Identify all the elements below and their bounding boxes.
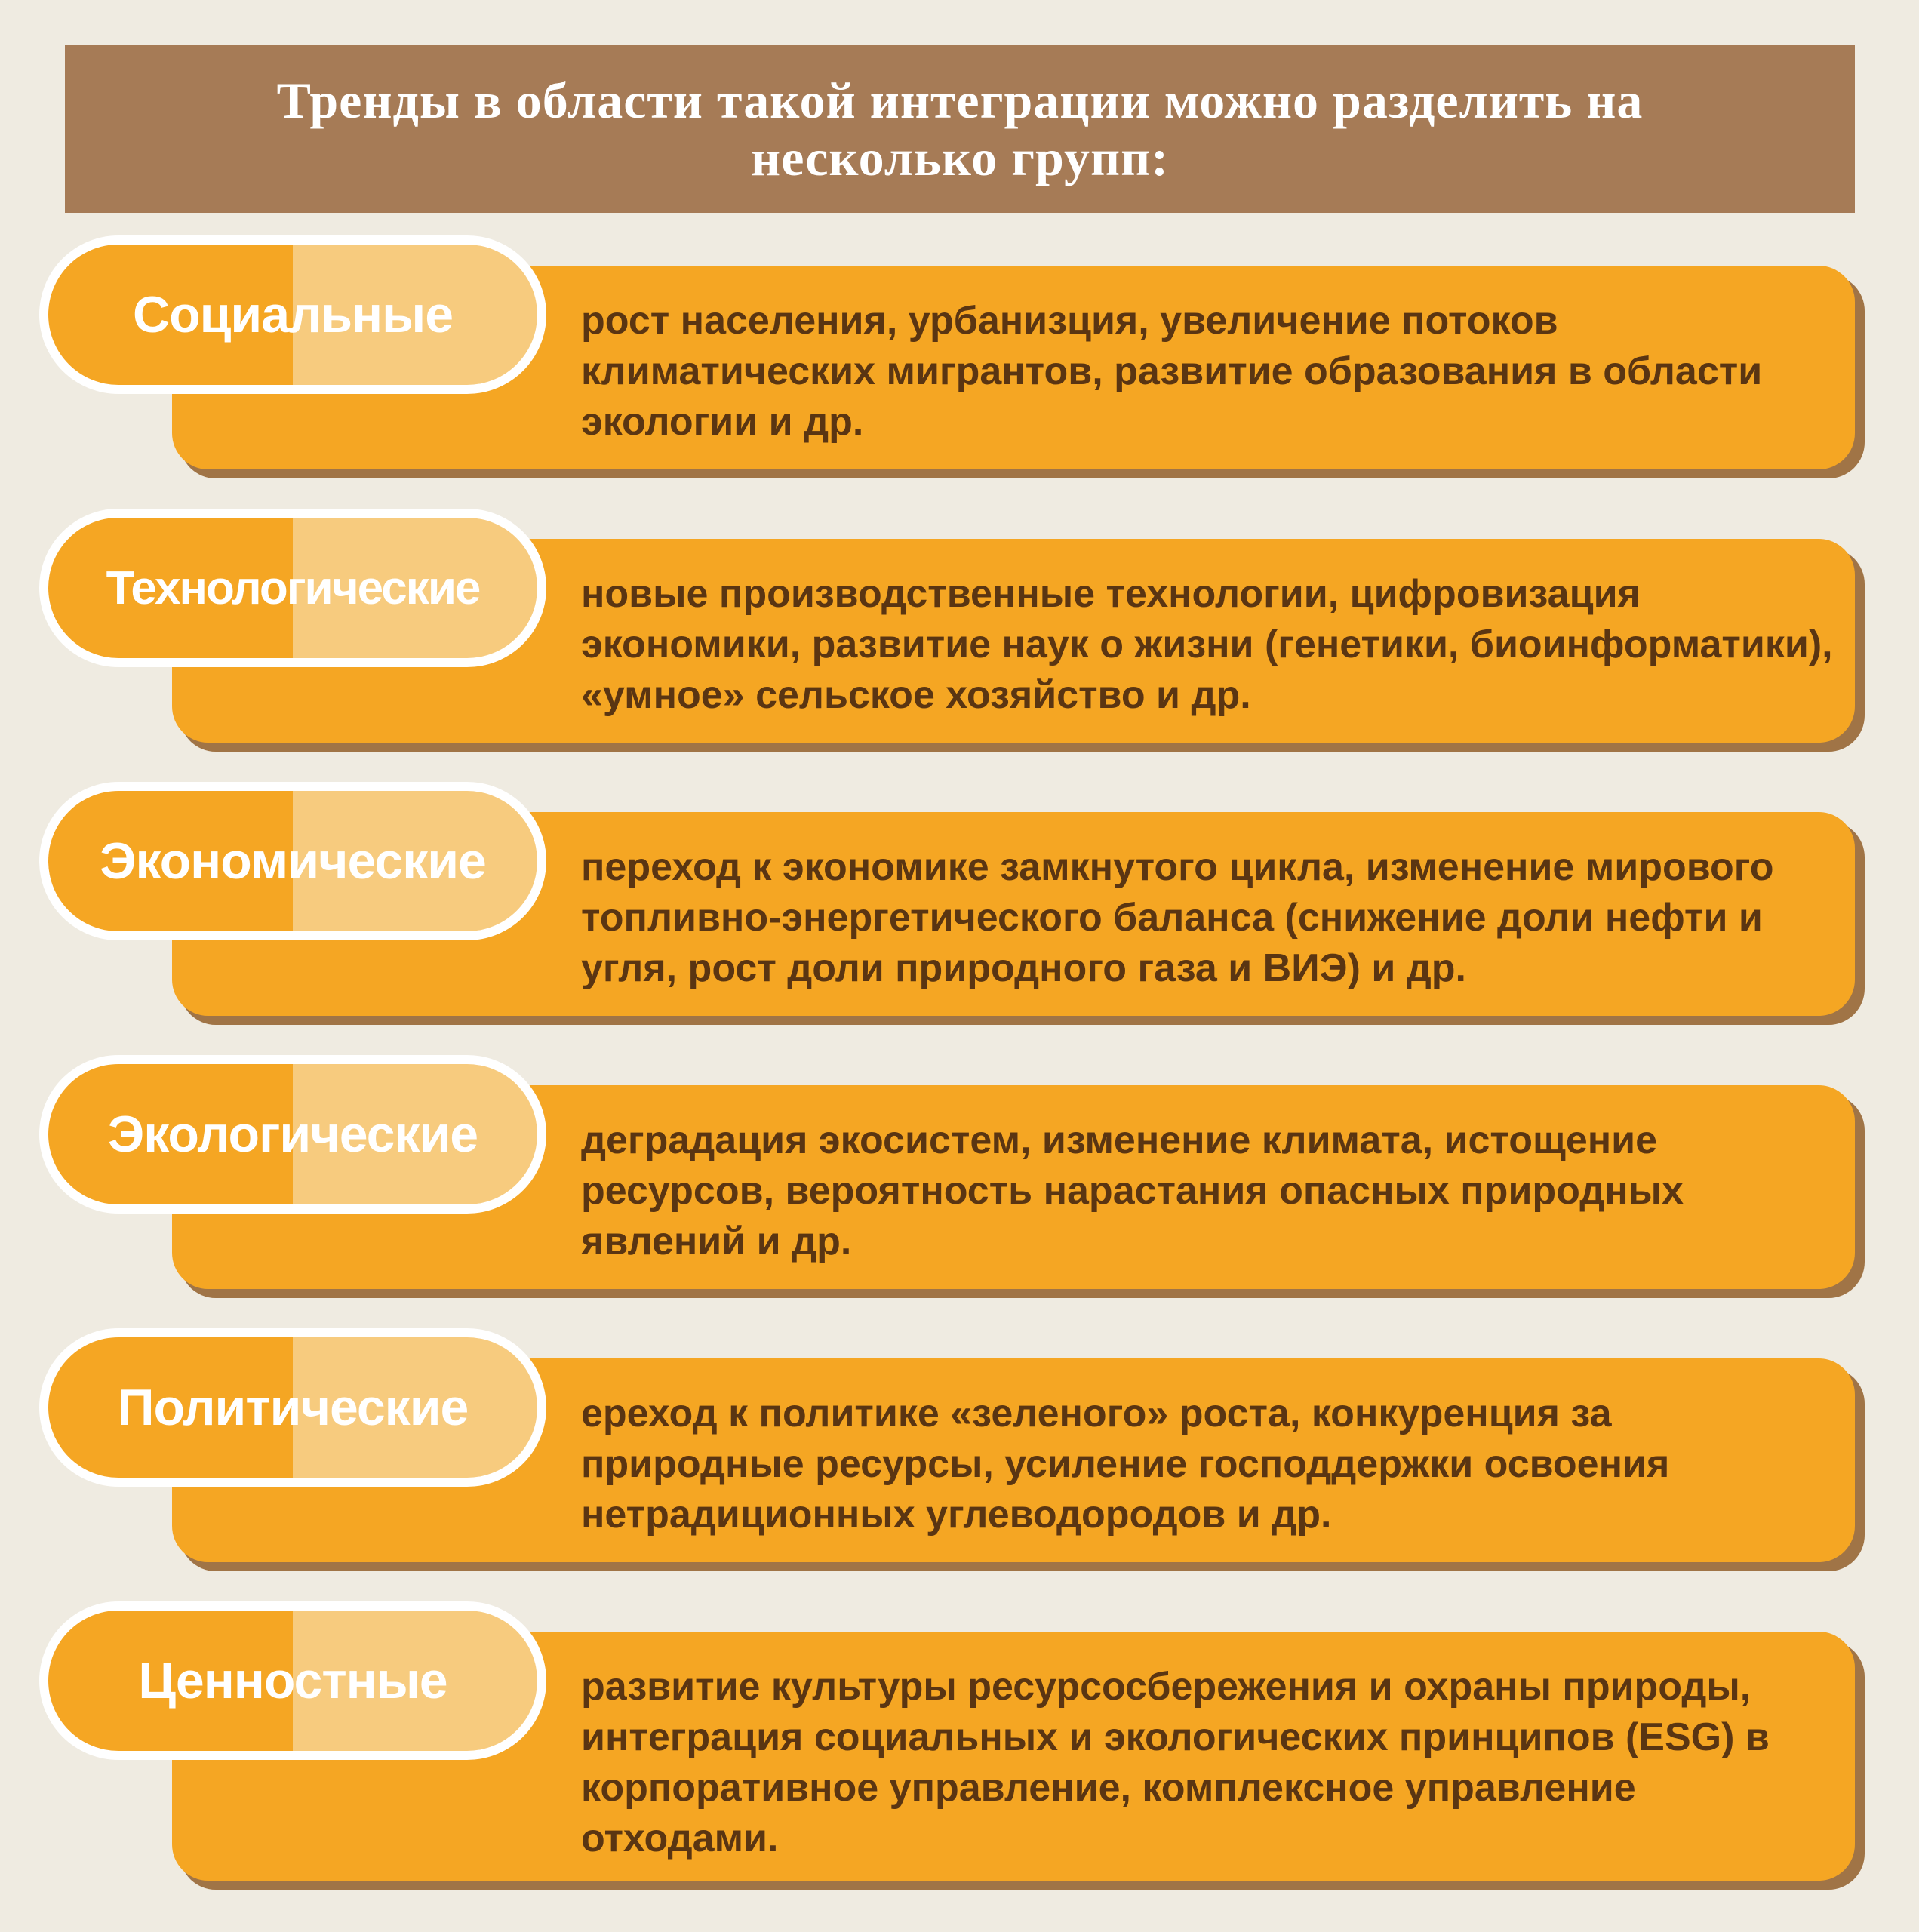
trend-label: Ценностные (138, 1652, 447, 1709)
trend-description: рост населения, урбанизция, увеличение потоков климатических мигрантов, развитие образования в области экологии и др. (581, 299, 1763, 444)
trend-label-pill (39, 1328, 546, 1487)
trend-group-technological (0, 509, 1919, 759)
trend-description: переход к экономике замкнутого цикла, изменение мирового топливно-энергетического баланса (снижение доли нефти и угля, рост доли природного газа и ВИЭ) и др. (581, 845, 1774, 990)
pill-inner (48, 1611, 537, 1751)
trend-label-pill (39, 1055, 546, 1214)
pill-inner (48, 1337, 537, 1478)
trend-label: Политические (117, 1379, 469, 1436)
trend-group-political (0, 1328, 1919, 1579)
trend-label: Социальные (132, 286, 454, 343)
header-title: Тренды в области такой интеграции можно разделить на несколько групп: (276, 72, 1644, 186)
trend-label: Экономические (100, 832, 486, 890)
header-banner (65, 45, 1855, 213)
trend-description: деградация экосистем, изменение климата, истощение ресурсов, вероятность нарастания опасных природных явлений и др. (581, 1118, 1684, 1263)
trend-group-social (0, 235, 1919, 486)
trend-group-values (0, 1601, 1919, 1896)
trend-label-pill (39, 235, 546, 394)
pill-inner (48, 518, 537, 658)
pill-inner (48, 245, 537, 385)
trend-description: развитие культуры ресурсосбережения и охраны природы, интеграция социальных и экологических принципов (ESG) в корпоративное управление, комплексное управление отходами. (581, 1665, 1770, 1860)
trend-label-pill (39, 782, 546, 940)
trend-group-economic (0, 782, 1919, 1032)
trend-description: ереход к политике «зеленого» роста, конкуренция за природные ресурсы, усиление господдержки освоения нетрадиционных углеводородов и др. (581, 1392, 1670, 1537)
trend-label-pill (39, 509, 546, 667)
trend-description: новые производственные технологии, цифровизация экономики, развитие наук о жизни (генетики, биоинформатики), «умное» сельское хозяйство и др. (581, 572, 1833, 717)
pill-inner (48, 1064, 537, 1204)
trend-label: Экологические (107, 1106, 478, 1163)
trend-label-pill (39, 1601, 546, 1760)
trend-group-ecological (0, 1055, 1919, 1306)
trend-label: Технологические (106, 561, 480, 614)
pill-inner (48, 791, 537, 931)
